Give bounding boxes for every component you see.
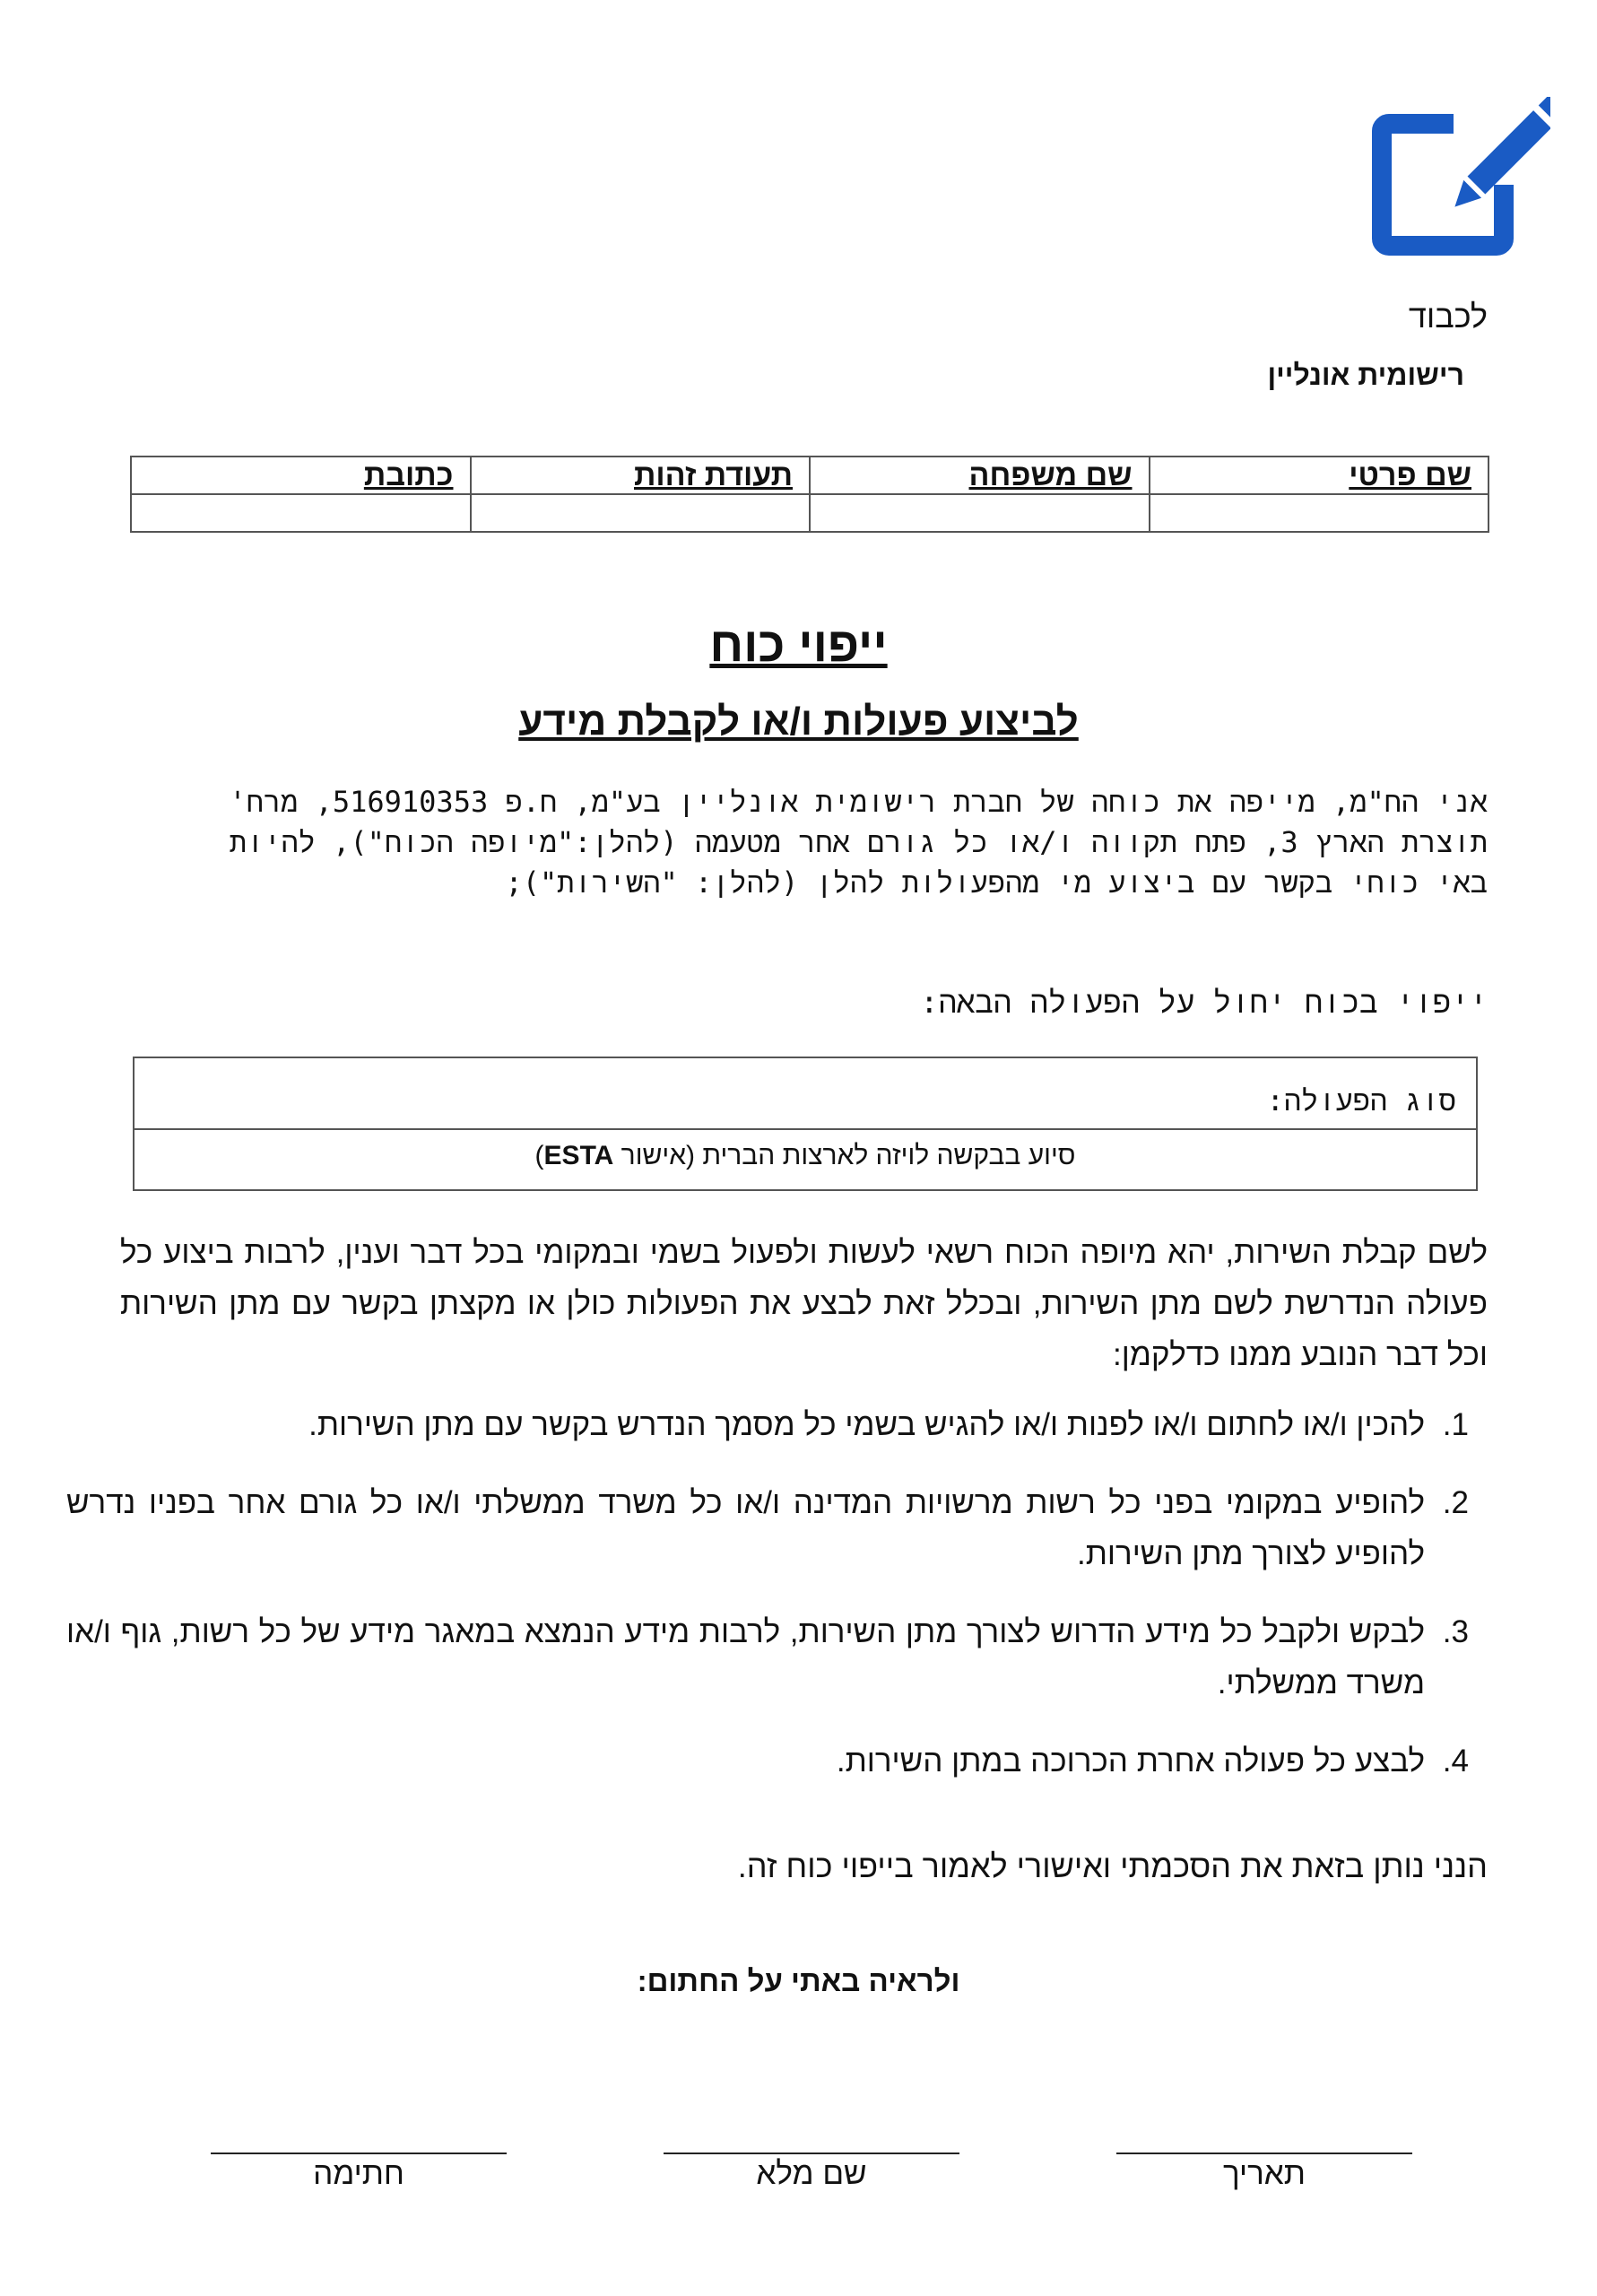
action-type-box — [133, 1057, 1478, 1191]
first-name-header: שם פרטי — [1150, 457, 1489, 494]
powers-list — [66, 1399, 1488, 1813]
edit-document-icon — [1371, 97, 1550, 257]
full-name-line[interactable] — [664, 2152, 959, 2154]
authorization-statement: ייפוי בכוח יחול על הפעולה הבאה: — [920, 985, 1488, 1021]
personal-details-table — [130, 456, 1489, 533]
list-item: 1. להכין ו/או לחתום ו/או לפנות ו/או להגיש בשמי כל מסמך הנדרש בקשר עם מתן השירות. — [66, 1399, 1434, 1450]
recipient-name: רישומית אונליין — [1267, 359, 1464, 391]
list-item: 4. לבצע כל פעולה אחרת הכרוכה במתן השירות. — [66, 1735, 1434, 1787]
address-field[interactable] — [131, 494, 471, 532]
action-value-prefix: סיוע בבקשה לויזה לארצות הברית (אישור — [613, 1141, 1076, 1170]
table-row — [131, 494, 1489, 532]
last-name-header: שם משפחה — [810, 457, 1150, 494]
intro-paragraph: אני הח"מ, מייפה את כוחה של חברת רישומית אונליין בע"מ, ח.פ 516910353, מרח' תוצרת הארץ 3, פתח תקווה ו/או כל גורם אחר מטעמה (להלן:"מיופה הכוח"), להיות באי כוחי בקשר עם ביצוע מי מהפעולות להלן (להלן: "השירות"); — [229, 785, 1488, 900]
list-item: 3. לבקש ולקבל כל מידע הדרוש לצורך מתן השירות, לרבות מידע הנמצא במאגר מידע של כל רשות, גוף ו/או משרד ממשלתי. — [66, 1606, 1434, 1709]
document-subtitle: לביצוע פעולות ו/או לקבלת מידע — [518, 700, 1079, 744]
action-value-suffix: ) — [534, 1141, 544, 1170]
table-header-row — [131, 457, 1489, 494]
action-value-bold: ESTA — [543, 1141, 614, 1170]
address-header: כתובת — [131, 457, 471, 494]
first-name-field[interactable] — [1150, 494, 1489, 532]
greeting: לכבוד — [1408, 298, 1488, 335]
action-type-label: סוג הפעולה: — [1266, 1083, 1456, 1118]
id-number-field[interactable] — [471, 494, 811, 532]
action-type-value — [135, 1141, 1476, 1171]
witness-statement: ולראיה באתי על החתום: — [637, 1964, 960, 1997]
date-label: תאריך — [1223, 2156, 1306, 2191]
signature-line[interactable] — [211, 2152, 507, 2154]
id-number-header: תעודת זהות — [471, 457, 811, 494]
action-type-header-cell — [135, 1058, 1476, 1130]
last-name-field[interactable] — [810, 494, 1150, 532]
authorization-paragraph: לשם קבלת השירות, יהא מיופה הכוח רשאי לעשות ולפעול בשמי ובמקומי בכל דבר וענין, לרבות ביצוע כל פעולה הנדרשת לשם מתן השירות, ובכלל זאת לבצע את הפעולות כולן או מקצתן בקשר עם מתן השירות וכל דבר הנובע ממנו כדלקמן: — [120, 1235, 1488, 1372]
consent-statement: הנני נותן בזאת את הסכמתי ואישורי לאמור בייפוי כוח זה. — [737, 1848, 1488, 1884]
full-name-label: שם מלא — [756, 2156, 867, 2191]
date-line[interactable] — [1116, 2152, 1412, 2154]
list-item: 2. להופיע במקומי בפני כל רשות מרשויות המדינה ו/או כל משרד ממשלתי ו/או כל גורם אחר בפניו נדרש להופיע לצורך מתן השירות. — [66, 1477, 1434, 1579]
document-title: ייפוי כוח — [709, 618, 888, 672]
signature-label: חתימה — [313, 2156, 404, 2191]
